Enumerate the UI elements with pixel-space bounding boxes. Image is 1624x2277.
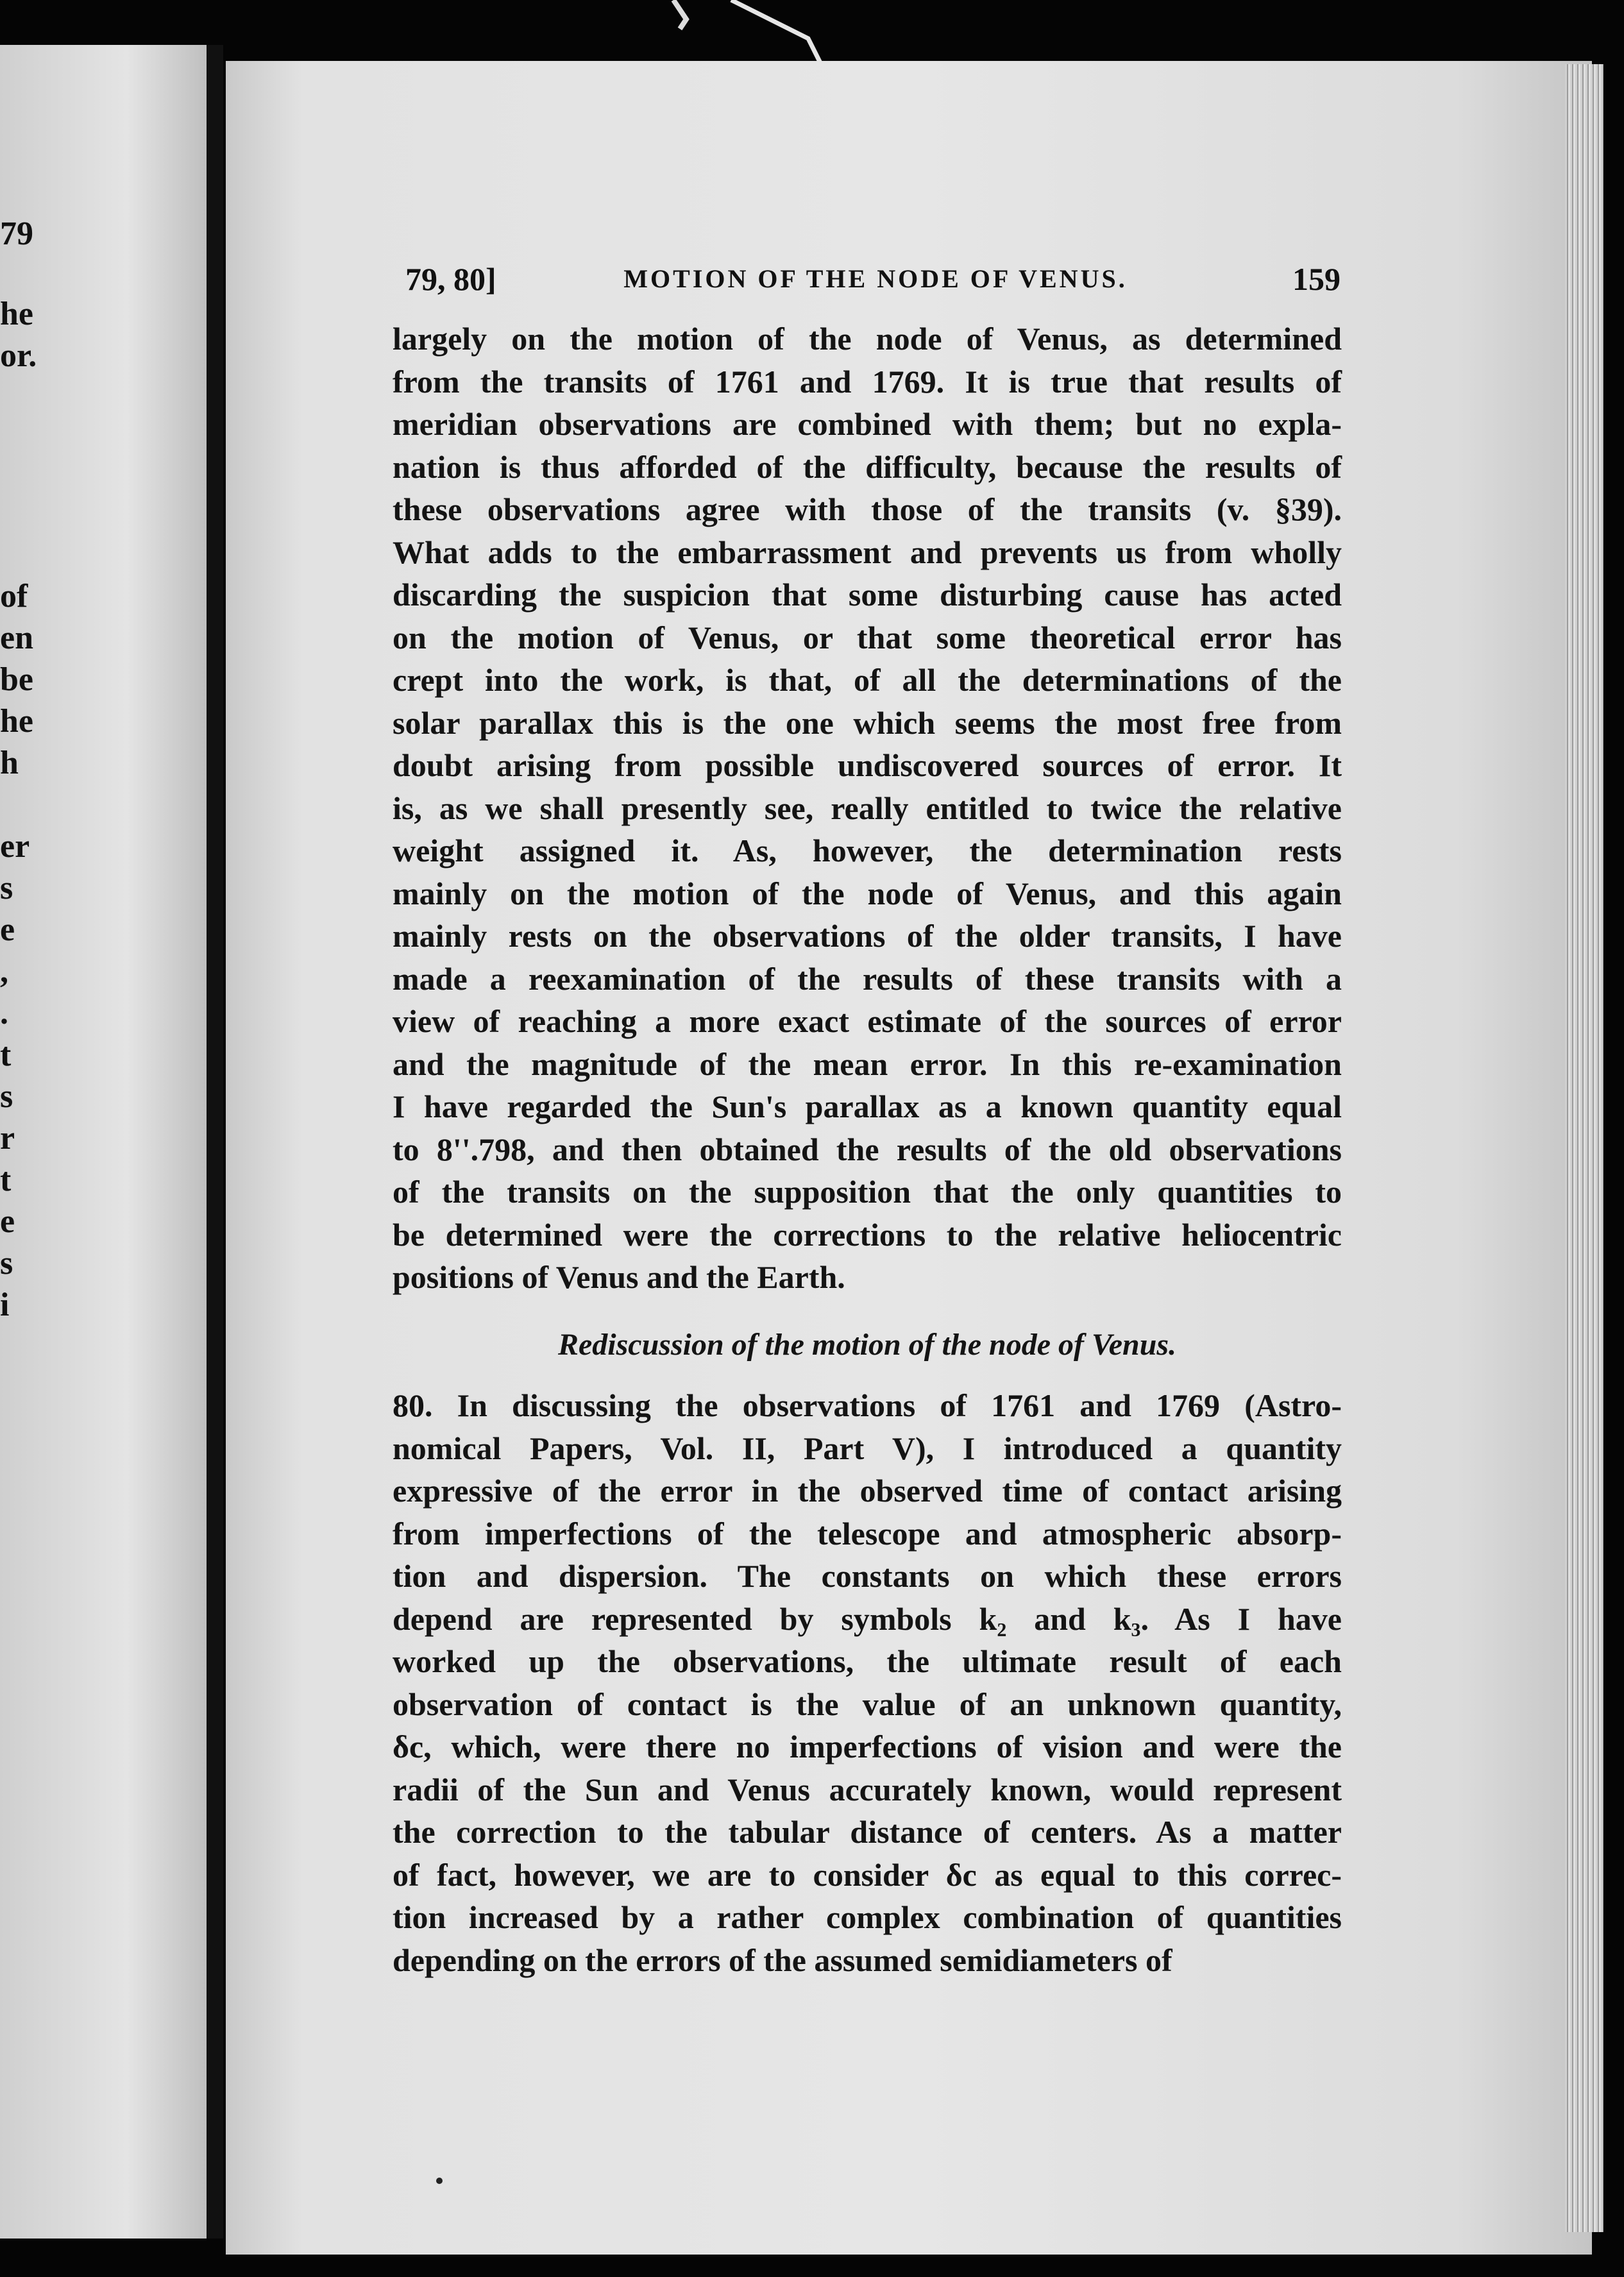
text-line: and the magnitude of the mean error. In this re-examination xyxy=(393,1045,1342,1082)
left-page-fragment: e xyxy=(0,911,15,948)
text-line: I have regarded the Sun's parallax as a known quantity equal xyxy=(393,1088,1342,1124)
text-line: depend are represented by symbols k₂ and k₃. As I have xyxy=(393,1600,1342,1637)
text-line: the correction to the tabular distance of centers. As a matter xyxy=(393,1814,1342,1850)
text-line: be determined were the corrections to the relative heliocentric xyxy=(393,1216,1342,1253)
text-line: discarding the suspicion that some disturbing cause has acted xyxy=(393,577,1342,613)
text-line: tion and dispersion. The constants on which these errors xyxy=(393,1558,1342,1594)
text-line: weight assigned it. As, however, the determination rests xyxy=(393,833,1342,868)
text-line: worked up the observations, the ultimate result of each xyxy=(393,1643,1342,1679)
ink-dot xyxy=(436,2178,443,2184)
text-line: observation of contact is the value of an unknown quantity, xyxy=(393,1686,1342,1722)
text-line: largely on the motion of the node of Venus, as determined xyxy=(393,321,1342,357)
text-line: positions of Venus and the Earth. xyxy=(393,1259,845,1295)
header-section-numbers: 79, 80] xyxy=(405,261,496,297)
text-line: from the transits of 1761 and 1769. It is true that results of xyxy=(393,363,1342,400)
text-line: tion increased by a rather complex combination of quantities xyxy=(393,1899,1342,1935)
text-line: δc, which, were there no imperfections of vision and were the xyxy=(393,1729,1342,1765)
left-page-fragment: h xyxy=(0,745,19,781)
page-edges xyxy=(1565,64,1603,2232)
left-page xyxy=(0,45,212,2239)
paragraph-2 xyxy=(393,1384,1342,1981)
left-page-fragment: en xyxy=(0,620,33,656)
book-gutter xyxy=(207,45,223,2239)
text-line: nomical Papers, Vol. II, Part V), I introduced a quantity xyxy=(393,1430,1342,1466)
text-line: expressive of the error in the observed time of contact arising xyxy=(393,1473,1342,1509)
text-line: What adds to the embarrassment and prevents us from wholly xyxy=(393,534,1342,570)
text-line: of fact, however, we are to consider δc as equal to this correc- xyxy=(393,1856,1342,1893)
left-page-fragment: he xyxy=(0,296,33,332)
text-line: depending on the errors of the assumed semidiameters of xyxy=(393,1942,1172,1978)
text-line: solar parallax this is the one which seems the most free from xyxy=(393,704,1342,741)
left-page-fragment: t xyxy=(0,1162,12,1198)
running-title: MOTION OF THE NODE OF VENUS. xyxy=(623,264,1128,293)
text-line: to 8''.798, and then obtained the results of the old observations xyxy=(393,1131,1342,1167)
text-line: meridian observations are combined with them; but no expla- xyxy=(393,406,1342,442)
left-page-fragment: e xyxy=(0,1203,15,1240)
left-page-fragment: . xyxy=(0,995,8,1031)
left-page-fragment: he xyxy=(0,703,33,740)
text-line: of the transits on the supposition that the only quantities to xyxy=(393,1174,1342,1210)
left-page-fragment: i xyxy=(0,1287,10,1323)
paragraph-1 xyxy=(393,317,1342,1299)
section-heading: Rediscussion of the motion of the node of Venus. xyxy=(557,1328,1177,1362)
left-page-fragment: t xyxy=(0,1037,12,1073)
left-page-fragment: s xyxy=(0,1078,13,1115)
text-line: is, as we shall presently see, really entitled to twice the relative xyxy=(393,790,1342,826)
text-line: on the motion of Venus, or that some theoretical error has xyxy=(393,619,1342,656)
left-page-fragment: s xyxy=(0,1245,13,1282)
page-number: 159 xyxy=(1292,261,1341,297)
left-page-fragment: of xyxy=(0,578,28,614)
text-line: mainly rests on the observations of the older transits, I have xyxy=(393,918,1342,954)
left-page-fragment: s xyxy=(0,870,13,906)
text-line: crept into the work, is that, of all the determinations of the xyxy=(393,662,1342,698)
text-line: view of reaching a more exact estimate of the sources of error xyxy=(393,1003,1342,1039)
text-line: nation is thus afforded of the difficulty, because the results of xyxy=(393,448,1342,485)
text-line: made a reexamination of the results of these transits with a xyxy=(393,960,1342,997)
left-page-fragment: r xyxy=(0,1120,15,1156)
text-line: these observations agree with those of the transits (v. §39). xyxy=(393,491,1342,527)
left-page-fragment: or. xyxy=(0,337,37,374)
text-line: mainly on the motion of the node of Venus, and this again xyxy=(393,875,1342,911)
text-line: doubt arising from possible undiscovered sources of error. It xyxy=(393,747,1342,783)
text-line: 80. In discussing the observations of 1761 and 1769 (Astro- xyxy=(393,1387,1342,1423)
text-line: radii of the Sun and Venus accurately known, would represent xyxy=(393,1771,1342,1807)
left-page-fragment: , xyxy=(0,953,8,990)
left-page-fragment: be xyxy=(0,661,33,698)
ribbon-bookmark xyxy=(661,0,840,71)
left-page-fragment: er xyxy=(0,828,30,865)
text-line: from imperfections of the telescope and atmospheric absorp- xyxy=(393,1515,1342,1552)
left-page-fragment: 79 xyxy=(0,216,33,252)
